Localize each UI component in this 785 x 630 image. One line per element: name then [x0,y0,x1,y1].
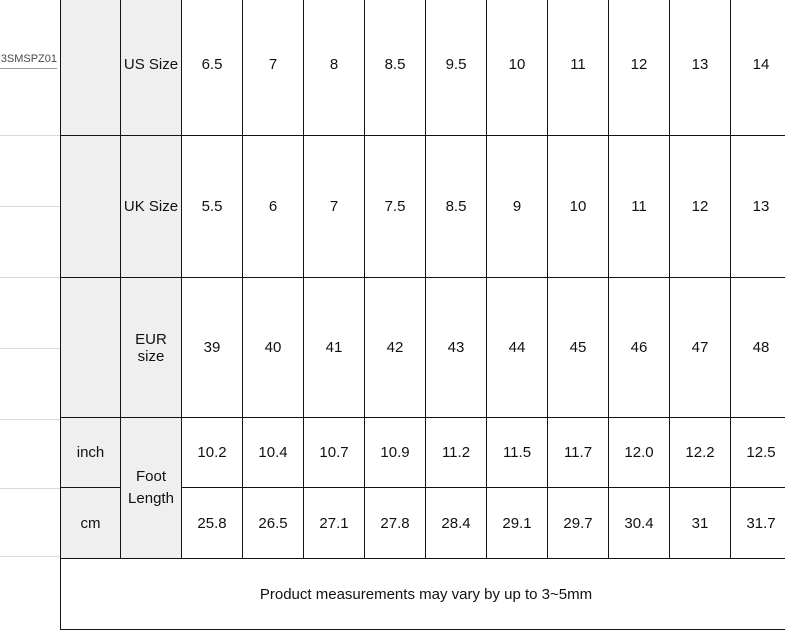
us-size-value-cell: 11 [548,0,609,136]
cm-value-cell: 27.8 [365,488,426,559]
uk-size-value-cell: 11 [609,136,670,278]
eur-size-value-cell: 42 [365,278,426,418]
us-size-value-cell: 8.5 [365,0,426,136]
row-label-us-size: US Size [121,0,182,136]
foot-length-label: Foot Length [121,418,182,559]
eur-size-value-cell: 48 [731,278,785,418]
eur-size-value-cell: 41 [304,278,365,418]
cm-value-cell: 27.1 [304,488,365,559]
us-size-row [61,0,785,136]
uk-size-value-cell: 9 [487,136,548,278]
us-size-value-cell: 8 [304,0,365,136]
sheet-gridline [0,277,60,278]
sheet-gridline [0,206,60,207]
cm-value-cell: 31.7 [731,488,785,559]
us-size-value-cell: 13 [670,0,731,136]
eur-size-value-cell: 43 [426,278,487,418]
inch-value-cell: 11.5 [487,418,548,488]
uk-size-value-cell: 5.5 [182,136,243,278]
row-label-uk-size: UK Size [121,136,182,278]
sheet-gridline [0,419,60,420]
sheet-gridline [0,135,60,136]
inch-value-cell: 10.9 [365,418,426,488]
size-chart-table [60,0,785,630]
cm-value-cell: 28.4 [426,488,487,559]
cm-value-cell: 25.8 [182,488,243,559]
eur-size-value-cell: 44 [487,278,548,418]
uk-size-value-cell: 7.5 [365,136,426,278]
uk-size-value-cell: 6 [243,136,304,278]
corner-cell [61,278,121,418]
uk-size-value-cell: 12 [670,136,731,278]
uk-size-value-cell: 7 [304,136,365,278]
eur-size-value-cell: 47 [670,278,731,418]
inch-value-cell: 10.7 [304,418,365,488]
us-size-value-cell: 7 [243,0,304,136]
us-size-value-cell: 6.5 [182,0,243,136]
eur-size-value-cell: 46 [609,278,670,418]
inch-value-cell: 12.2 [670,418,731,488]
sheet-gridline [0,348,60,349]
sheet-gridline [0,68,57,69]
sheet-gridline [0,488,60,489]
inch-value-cell: 10.2 [182,418,243,488]
us-size-value-cell: 10 [487,0,548,136]
us-size-value-cell: 9.5 [426,0,487,136]
us-size-value-cell: 12 [609,0,670,136]
cm-value-cell: 30.4 [609,488,670,559]
uk-size-value-cell: 13 [731,136,785,278]
sheet-margin [0,0,60,622]
eur-size-value-cell: 45 [548,278,609,418]
cm-value-cell: 26.5 [243,488,304,559]
eur-size-value-cell: 40 [243,278,304,418]
eur-size-row [61,278,785,418]
corner-cell [61,0,121,136]
eur-size-value-cell: 39 [182,278,243,418]
unit-label-cm: cm [61,488,121,559]
cm-value-cell: 31 [670,488,731,559]
note-row [61,559,785,630]
inch-value-cell: 10.4 [243,418,304,488]
uk-size-row [61,136,785,278]
sku-code: 3SMSPZ01 [0,53,57,65]
corner-cell [61,136,121,278]
uk-size-value-cell: 10 [548,136,609,278]
inch-value-cell: 12.0 [609,418,670,488]
inch-value-cell: 11.2 [426,418,487,488]
cm-value-cell: 29.7 [548,488,609,559]
foot-length-inch-row [61,418,785,488]
sheet-gridline [0,556,60,557]
uk-size-value-cell: 8.5 [426,136,487,278]
inch-value-cell: 12.5 [731,418,785,488]
note-text: Product measurements may vary by up to 3~5mm [61,559,785,630]
row-label-eur-size: EUR size [121,278,182,418]
inch-value-cell: 11.7 [548,418,609,488]
us-size-value-cell: 14 [731,0,785,136]
cm-value-cell: 29.1 [487,488,548,559]
unit-label-inch: inch [61,418,121,488]
